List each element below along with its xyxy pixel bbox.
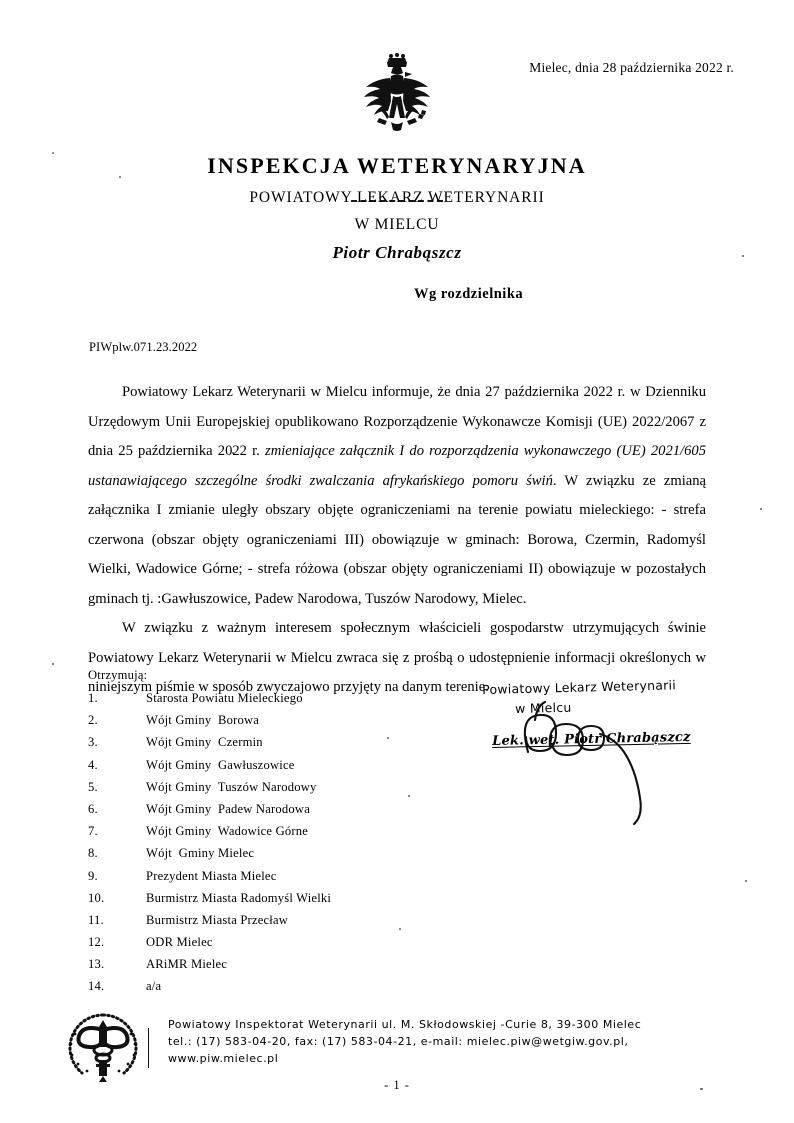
list-item xyxy=(88,869,428,891)
paragraph-1-citation: zmieniające załącznik I do rozporządzenia wykonawczego (UE) 2021/605 ustanawiającego szczególne środki zwalczania afrykańskiego pomoru świń xyxy=(88,443,706,489)
list-item-label: Wójt Gminy Wadowice Górne xyxy=(146,824,309,839)
list-item-number: 10. xyxy=(88,890,105,905)
org-subtitle-primary: POWIATOWY LEKARZ WETERYNARII xyxy=(249,189,545,206)
scan-artifact xyxy=(52,663,54,665)
document-body xyxy=(88,378,706,703)
paragraph-1-text-b: . W związku ze zmianą załącznika I zmianie uległy obszary objęte ograniczeniami na terenie powiatu mieleckiego: - strefa czerwona (obszar objęty ograniczeniami III) obowiązuje w gminach: Borowa, Czermin, Radomyśl Wielki, Wadowice Górne; - strefa różowa (obszar objęty ograniczeniami II) obowiązuje w pozostałych gminach tj. :Gawłuszowice, Padew Narodowa, Tuszów Narodowy, Mielec. xyxy=(88,472,706,607)
list-item xyxy=(88,802,428,824)
footer-phone-email: tel.: (17) 583-04-20, fax: (17) 583-04-21, e-mail: mielec.piw@wetgiw.gov.pl, xyxy=(168,1035,629,1048)
stamp-line-location: w Mielcu xyxy=(515,699,572,716)
list-item-number: 11. xyxy=(88,912,104,927)
distribution-list xyxy=(88,691,428,1002)
list-item-label: Starosta Powiatu Mieleckiego xyxy=(146,691,303,705)
paragraph-1-text-a: Powiatowy Lekarz Weterynarii w Mielcu informuje, że dnia 27 października 2022 r. w Dzienniku Urzędowym Unii Europejskiej opublikowano Rozporządzenie Wykonawcze Komisji (UE) 2022/2067 z dnia 25 października 2022 r. xyxy=(88,384,706,459)
list-item-number: 8. xyxy=(88,846,98,861)
addressee-label: Wg rozdzielnika xyxy=(414,286,524,302)
list-item xyxy=(88,758,428,780)
list-item-number: 14. xyxy=(88,979,105,994)
list-item xyxy=(88,824,428,846)
list-item-label: Prezydent Miasta Mielec xyxy=(146,868,277,883)
body-paragraph-2: W związku z ważnym interesem społecznym właścicieli gospodarstw utrzymujących świnie Powiatowy Lekarz Weterynarii w Mielcu zwraca się z prośbą o udostępnienie informacji określonych w niniejszym piśmie w sposób zwyczajowo przyjęty na danym terenie. xyxy=(88,620,706,695)
scan-artifact xyxy=(745,880,747,882)
list-item-label: Wójt Gminy Gawłuszowice xyxy=(146,757,295,772)
list-item-label: Wójt Gminy Borowa xyxy=(146,713,260,728)
list-item-number: 6. xyxy=(88,801,98,816)
list-item xyxy=(88,913,428,935)
list-item xyxy=(88,979,428,1001)
list-item-number: 7. xyxy=(88,824,98,839)
list-item xyxy=(88,891,428,913)
footer-address: Powiatowy Inspektorat Weterynarii ul. M. Skłodowskiej -Curie 8, 39-300 Mielec xyxy=(168,1018,642,1031)
list-item-number: 5. xyxy=(88,779,98,794)
list-item xyxy=(88,957,428,979)
veterinary-caduceus-emblem xyxy=(62,1012,144,1082)
page-title: INSPEKCJA WETERYNARYJNA xyxy=(207,153,587,178)
officer-name: Piotr Chrabąszcz xyxy=(332,243,462,262)
list-item xyxy=(88,713,428,735)
emblem-container xyxy=(0,52,794,149)
list-item-number: 4. xyxy=(88,757,98,772)
list-item-number: 12. xyxy=(88,935,105,950)
stamp-line-title: Powiatowy Lekarz Weterynarii xyxy=(482,677,677,697)
footer-divider xyxy=(148,1028,149,1068)
list-item xyxy=(88,935,428,957)
signature-stamp xyxy=(482,677,712,749)
list-item-label: ODR Mielec xyxy=(146,935,213,950)
list-item-label: Wójt Gminy Tuszów Narodowy xyxy=(146,779,317,794)
stamp-line-name: Lek. wet. Piotr Chrabąszcz xyxy=(492,729,691,749)
footer-contact xyxy=(168,1016,748,1067)
footer-website: www.piw.mielec.pl xyxy=(168,1052,279,1065)
list-item xyxy=(88,691,428,713)
list-item xyxy=(88,780,428,802)
list-item-label: Wójt Gminy Padew Narodowa xyxy=(146,801,310,816)
list-item-number: 1. xyxy=(88,691,98,705)
list-item-label: Wójt Gminy Czermin xyxy=(146,735,263,750)
list-item xyxy=(88,846,428,868)
distribution-heading: Otrzymują: xyxy=(88,668,148,682)
list-item-number: 2. xyxy=(88,713,98,728)
reference-number: PIWplw.071.23.2022 xyxy=(89,340,198,354)
list-item-label: Wójt Gminy Mielec xyxy=(146,846,255,861)
list-item-number: 13. xyxy=(88,957,105,972)
org-subtitle-secondary: W MIELCU xyxy=(354,216,440,233)
list-item-label: a/a xyxy=(146,979,162,994)
list-item xyxy=(88,735,428,757)
list-item-label: ARiMR Mielec xyxy=(146,957,228,972)
page-number: - 1 - xyxy=(384,1078,410,1092)
list-item-number: 9. xyxy=(88,868,98,883)
list-item-number: 3. xyxy=(88,735,98,750)
list-item-label: Burmistrz Miasta Radomyśl Wielki xyxy=(146,890,332,905)
scan-artifact xyxy=(760,508,762,510)
document-date: Mielec, dnia 28 października 2022 r. xyxy=(529,60,734,75)
polish-eagle-emblem xyxy=(349,52,445,144)
body-paragraph-1 xyxy=(88,378,706,614)
list-item-label: Burmistrz Miasta Przecław xyxy=(146,912,289,927)
